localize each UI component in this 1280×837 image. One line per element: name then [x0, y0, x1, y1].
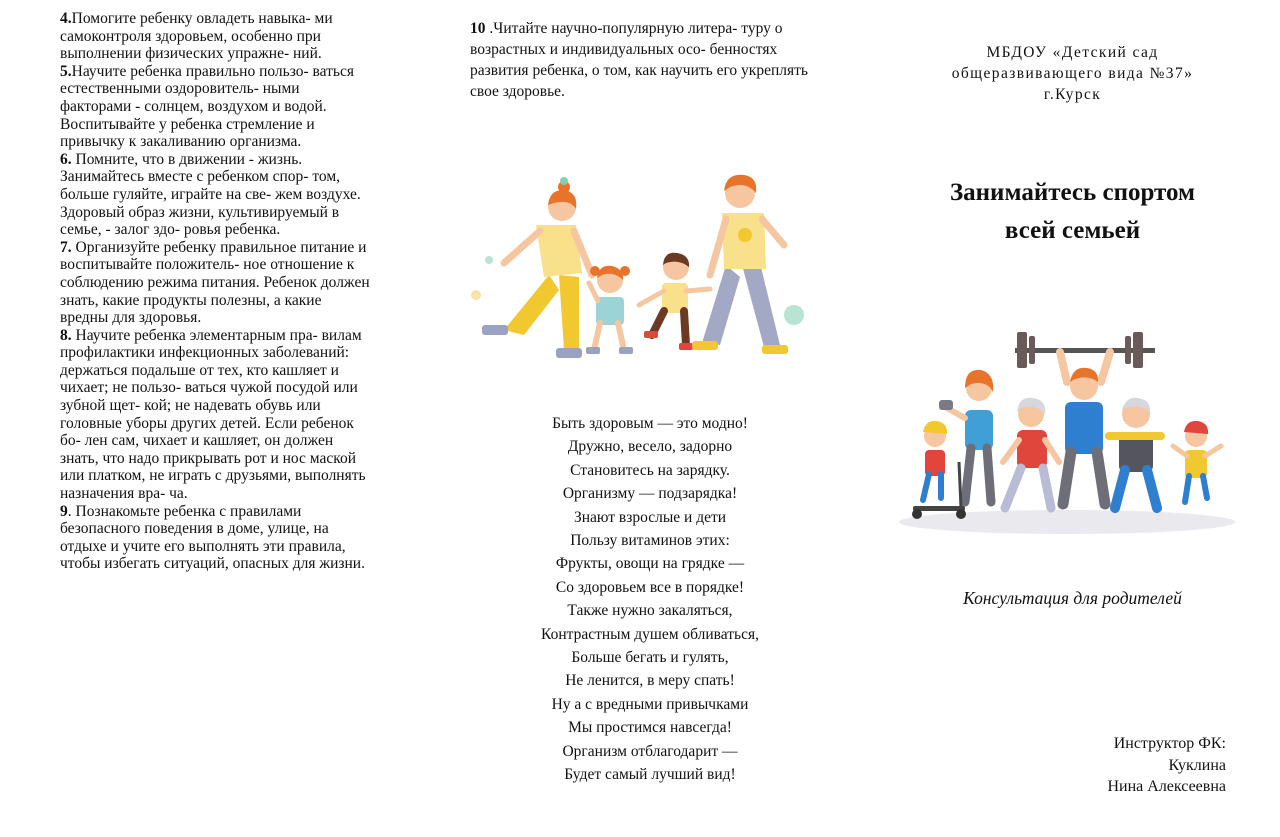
author-line: Куклина	[1168, 756, 1226, 774]
tip-text: . Познакомьте ребенка с правилами безопасного поведения в доме, улице, на отдыхе и учите его выполнять эти правила, чтобы избегать ситуаций, опасных для жизни.	[60, 502, 365, 573]
poem-line: Будет самый лучший вид!	[564, 766, 736, 784]
poem-line: Контрастным душем обливаться,	[541, 625, 759, 643]
author-block	[1040, 733, 1226, 798]
tip-number: 8.	[60, 326, 72, 344]
tip-8	[60, 327, 372, 503]
author-line: Нина Алексеевна	[1107, 778, 1226, 795]
poem-line: Мы простимся навсегда!	[568, 719, 732, 737]
mother-figure	[482, 177, 592, 358]
father-figure	[692, 175, 788, 354]
tip-9	[60, 503, 372, 573]
poem-line: Фрукты, овощи на грядке —	[555, 555, 745, 573]
tip-5	[60, 63, 372, 151]
poem-line: Со здоровьем все в порядке!	[555, 578, 745, 596]
title-line: Занимайтесь спортом	[949, 179, 1196, 206]
weightlifter-figure	[1060, 352, 1110, 504]
tip-text: Организуйте ребенку правильное питание и воспитывайте положитель- ное отношение к соблюдению режима питания. Ребенок должен знать, какие продукты полезны, а какие вредны для здоровья.	[60, 238, 370, 327]
tip-text: Помните, что в движении - жизнь. Занимайтесь вместе с ребенком спор- том, больше гуляйте, играйте на све- жем воздухе. Здоровый образ жизни, культивируемый в семье, - залог здо- ровья ребенка.	[60, 150, 361, 239]
poem-line: Организму — подзарядка!	[562, 485, 738, 503]
tip-number: 5.	[60, 62, 72, 80]
tip-text: Научите ребенка правильно пользо- ваться естественными оздоровитель- ными факторами - солнцем, воздухом и водой. Воспитывайте у ребенка стремление и привычку к закаливанию организма.	[60, 62, 354, 151]
girl-figure	[586, 266, 633, 354]
girl-scooter-figure	[912, 421, 966, 519]
grandmother-figure	[1003, 398, 1059, 508]
title-line: всей семьей	[1004, 217, 1141, 244]
brochure-title	[905, 174, 1240, 250]
poem-line: Знают взрослые и дети	[573, 508, 727, 526]
poem-line: Ну а с вредными привычками	[551, 695, 749, 713]
boy-figure	[639, 253, 710, 350]
family-walking-illustration	[464, 165, 804, 375]
tips-column	[60, 10, 372, 573]
author-line: Инструктор ФК:	[1113, 735, 1226, 752]
tip-number: 9	[60, 502, 68, 520]
consultation-subtitle: Консультация для родителей	[963, 588, 1182, 608]
tip-text: .Читайте научно-популярную литера- туру о возрастных и индивидуальных осо- бенностях развития ребенка, о том, как научить его укреплять свое здоровье.	[470, 20, 808, 100]
barbell-icon	[1015, 332, 1155, 368]
org-line: общеразвивающего вида №37»	[951, 65, 1194, 82]
tip-number: 7.	[60, 238, 72, 256]
tip-text: Помогите ребенку овладеть навыка- ми самоконтроля здоровьем, особенно при выполнении физических упражне- ний.	[60, 10, 333, 63]
mother-dumbbell-figure	[939, 370, 993, 502]
poem-line: Становитесь на зарядку.	[570, 461, 730, 479]
organization-name	[905, 42, 1240, 105]
org-line: г.Курск	[1043, 86, 1102, 103]
boy-jumping-figure	[1173, 421, 1221, 502]
poem-line: Быть здоровым — это модно!	[552, 415, 748, 432]
poem-line: Не ленится, в меру спать!	[565, 672, 735, 690]
health-poem	[455, 412, 845, 787]
family-sport-illustration	[895, 322, 1240, 537]
tip-number: 4.	[60, 10, 72, 27]
tip-4	[60, 10, 372, 63]
middle-column	[470, 18, 810, 102]
poem-line: Организм отблагодарит —	[562, 742, 738, 760]
tip-number: 10	[470, 20, 486, 37]
tip-text: Научите ребенка элементарным пра- вилам профилактики инфекционных заболеваний: держаться подальше от тех, кто кашляет и чихает; не пользо- ваться чужой посудой или зубной щет- кой; не надевать обувь или головные уборы других детей. Если ребенок бо- лен сам, чихает и кашляет, он должен знать, что надо прикрывать рот и нос маской или платком, не играть с друзьями, выполнять назначения вра- ча.	[60, 326, 366, 503]
grandfather-figure	[1105, 398, 1165, 508]
tip-6	[60, 151, 372, 239]
tip-7	[60, 239, 372, 327]
tip-10	[470, 18, 810, 102]
tip-number: 6.	[60, 150, 72, 168]
poem-line: Также нужно закаляться,	[567, 602, 733, 620]
org-line: МБДОУ «Детский сад	[986, 44, 1159, 61]
poem-line: Пользу витаминов этих:	[570, 532, 730, 550]
poem-line: Дружно, весело, задорно	[567, 438, 733, 456]
poem-line: Больше бегать и гулять,	[571, 649, 729, 667]
